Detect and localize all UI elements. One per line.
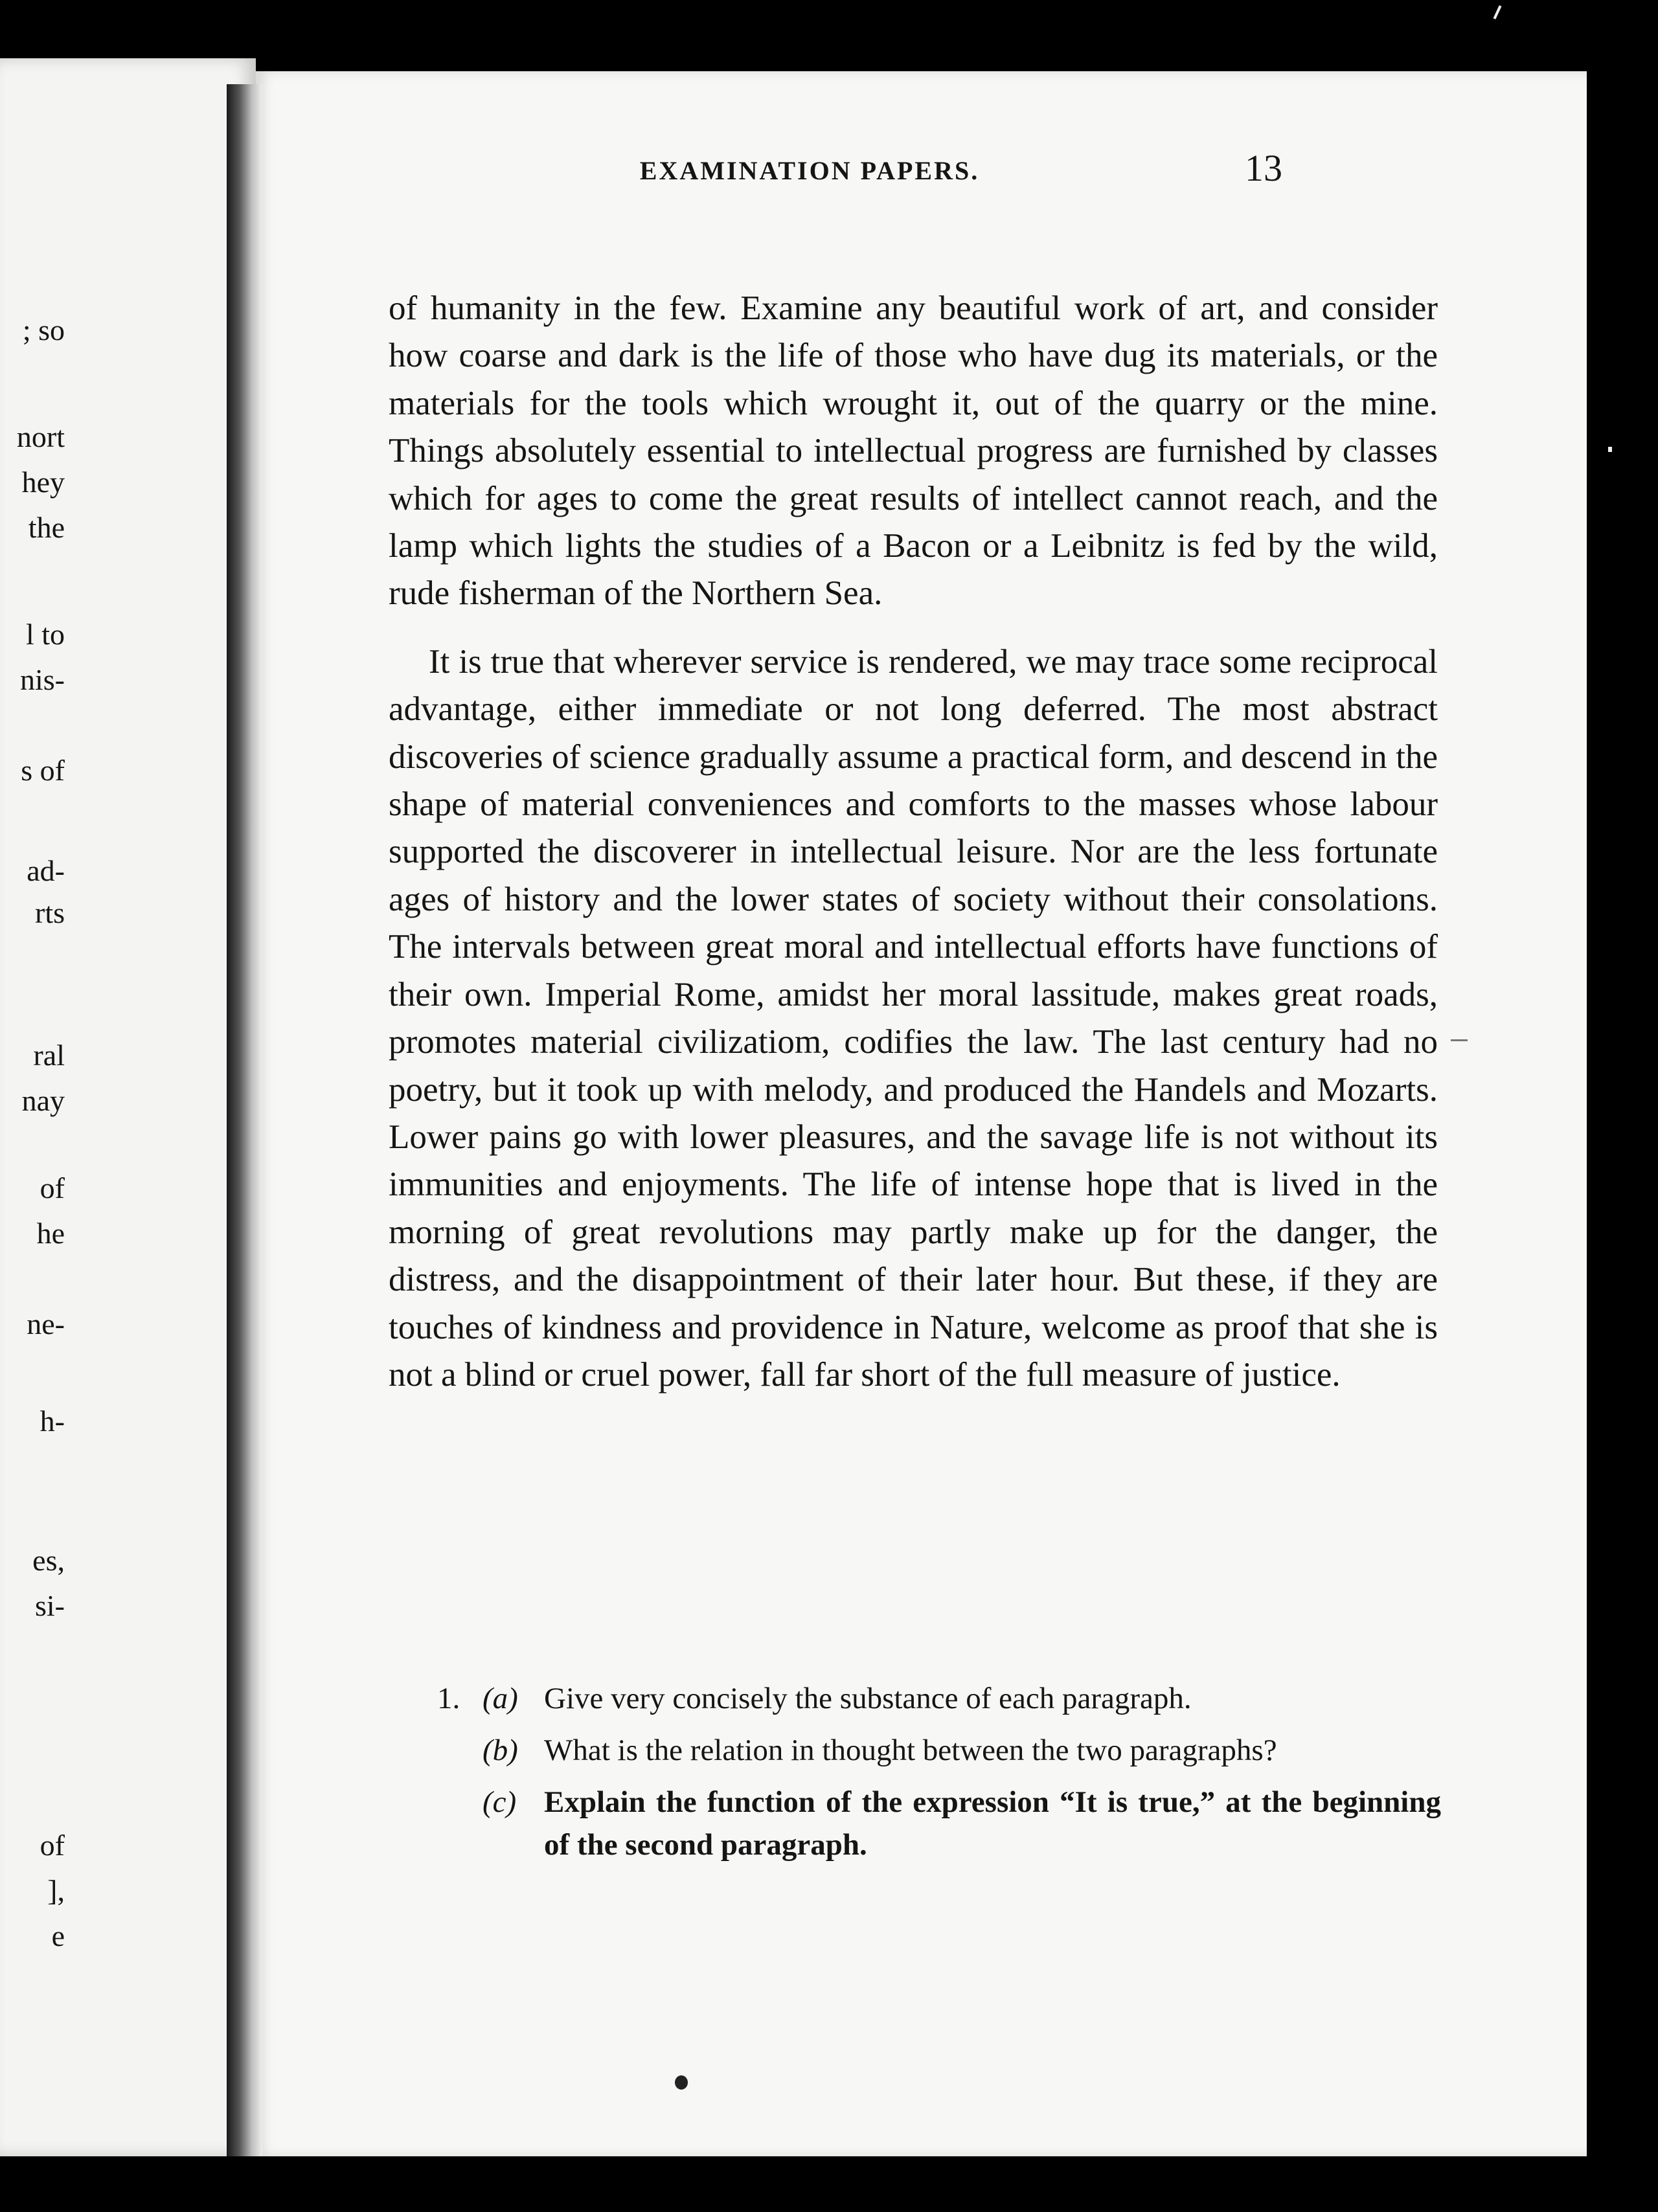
left-page-fragment: ; so: [22, 313, 65, 346]
question-block: [437, 1677, 1441, 1875]
question-item-c: [483, 1781, 1441, 1866]
question-text: What is the relation in thought between the two paragraphs?: [544, 1733, 1277, 1767]
left-page-fragment: ral: [33, 1039, 65, 1072]
left-page-fragment: ad-: [27, 854, 65, 887]
left-page-fragment: nay: [21, 1084, 65, 1117]
left-page-fragment: ne-: [27, 1307, 65, 1340]
scan-speck: [1608, 447, 1612, 452]
question-text: Give very concisely the substance of each paragraph.: [544, 1682, 1192, 1715]
book-gutter: [227, 84, 262, 2156]
left-page: [0, 58, 256, 2156]
passage: [389, 285, 1438, 1399]
left-page-fragment: l to: [25, 618, 65, 651]
left-page-fragment: nort: [16, 420, 65, 453]
left-page-fragment: ],: [47, 1874, 65, 1907]
left-page-fragment: of: [40, 1171, 65, 1204]
question-item-a: [437, 1677, 1441, 1720]
left-page-fragment: he: [36, 1217, 65, 1250]
paragraph-2: It is true that wherever service is rendered, we may trace some reciprocal advantage, either immediate or not long deferred. The most abstract discoveries of science gradually assume a practical form, and descend in the shape of material conveniences and comforts to the masses whose labour supported the discoverer in intellectual leisure. Nor are the less fortunate ages of history and the lower states of society without their consolations. The intervals between great moral and intellectual efforts have functions of their own. Imperial Rome, amidst her moral lassitude, makes great roads, promotes material civilizatiom, codifies the law. The last century had no poetry, but it took up with melody, and produced the Handels and Mozarts. Lower pains go with lower pleasures, and the savage life is not without its immunities and enjoyments. The life of intense hope that is lived in the morning of great revolutions may partly make up for the danger, the distress, and the disappointment of their later hour. But these, if they are touches of kindness and providence in Nature, welcome as proof that she is not a blind or cruel power, fall far short of the full measure of justice.: [389, 642, 1438, 1394]
question-letter: (a): [483, 1682, 518, 1715]
question-letter: (c): [483, 1785, 517, 1819]
question-letter: (b): [483, 1733, 518, 1767]
left-page-fragment: of: [40, 1829, 65, 1862]
left-page-fragment: si-: [35, 1589, 65, 1622]
left-page-fragment: nis-: [20, 663, 65, 696]
left-page-fragment: hey: [21, 466, 65, 499]
left-page-fragment: s of: [21, 754, 65, 787]
page-number: 13: [1245, 147, 1282, 189]
left-page-fragment: es,: [32, 1544, 65, 1577]
running-head: EXAMINATION PAPERS.: [639, 156, 980, 185]
left-page-fragment: h-: [40, 1405, 65, 1438]
left-page-fragment: e: [51, 1919, 65, 1952]
left-page-fragment: rts: [35, 896, 65, 929]
question-text: Explain the function of the expression “It is true,” at the beginning of the second paragraph.: [544, 1785, 1441, 1862]
ink-spot: [675, 2075, 688, 2090]
question-number: 1.: [437, 1682, 460, 1715]
paragraph-1: of humanity in the few. Examine any beautiful work of art, and consider how coarse and dark is the life of those who have dug its materials, or the materials for the tools which wrought it, out of the quarry or the mine. Things absolutely essential to intellectual progress are furnished by classes which for ages to come the great results of intellect cannot reach, and the lamp which lights the studies of a Bacon or a Leibnitz is fed by the wild, rude fisherman of the Northern Sea.: [389, 289, 1438, 613]
scan-speck: [1493, 5, 1502, 19]
left-page-fragment: the: [28, 511, 65, 544]
question-item-b: [483, 1729, 1441, 1772]
scan-speck: [1451, 1039, 1468, 1041]
